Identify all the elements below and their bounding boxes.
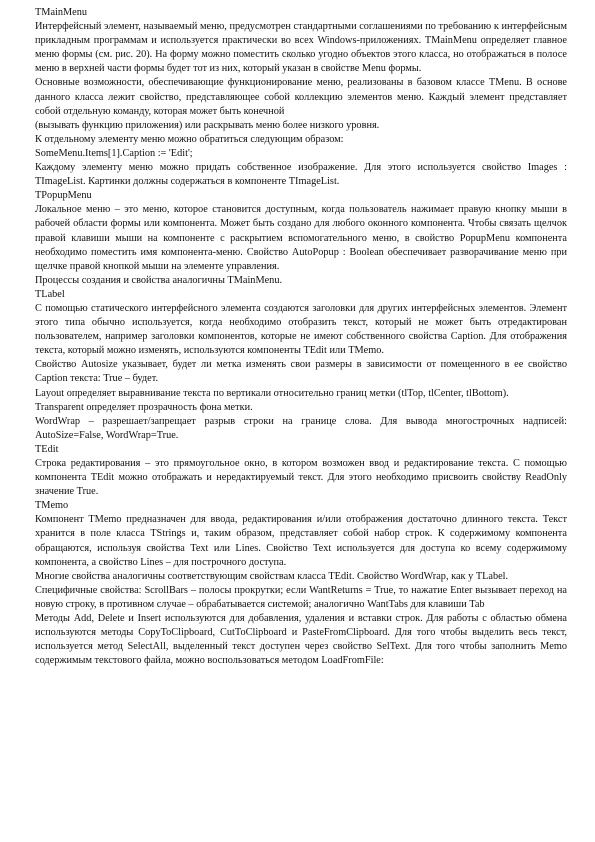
code-line: SomeMenu.Items[1].Caption := 'Edit';	[35, 147, 193, 159]
paragraph: Строка редактирования – это прямоугольное окно, в котором возможен ввод и редактирование текста. С помощью компонента TEdit можно отображать и нередактируемый текст. Для этого необходимо присвоить свойству ReadOnly значение True.	[35, 458, 567, 498]
paragraph: Transparent определяет прозрачность фона метки.	[35, 401, 253, 413]
heading-tpopupmenu: TPopupMenu	[35, 190, 92, 202]
heading-tedit: TEdit	[35, 443, 59, 455]
heading-tmainmenu: TMainMenu	[35, 7, 88, 18]
paragraph: Специфичные свойства: ScrollBars – полосы прокрутки; если WantReturns = True, то нажатие Enter вызывает переход на новую строку, в противном случае – обрабатывается системой; аналогично WantTabs для клавиши Tab	[35, 584, 567, 610]
paragraph: Каждому элементу меню можно придать собственное изображение. Для этого используется свойство Images : TImageList. Картинки должны содержаться в компоненте TImageList.	[35, 162, 567, 188]
paragraph: Процессы создания и свойства аналогичны TMainMenu.	[35, 274, 283, 286]
paragraph: С помощью статического интерфейсного элемента создаются заголовки для других интерфейсных элементов. Элемент этого типа обычно используется, когда необходимо отобразить текст, который не может быть отредактирован пользователем, например заголовки компонентов, которые не имеют собственного свойства Caption. Для отображения текста, который можно изменять, используются компоненты TEdit или TMemo.	[35, 302, 567, 357]
heading-tmemo: TMemo	[35, 500, 69, 512]
paragraph: Layout определяет выравнивание текста по вертикали относительно границ метки (tlTop, tlCenter, tlBottom).	[35, 387, 509, 399]
paragraph: Локальное меню – это меню, которое становится доступным, когда пользователь нажимает правую кнопку мыши в рабочей области формы или компонента. Может быть создано для любого оконного компонента. Чтобы связать щелчок правой клавиши мыши на компоненте с раскрытием вспомогательного меню, в свойство PopupMenu компонента необходимо поместить имя компонента-меню. Свойство AutoPopup : Boolean обеспечивает разворачивание меню при щелчке правой кнопкой мыши на элементе управления.	[35, 204, 567, 272]
paragraph: Методы Add, Delete и Insert используются для добавления, удаления и вставки строк. Для работы с областью обмена используются методы CopyToClipboard, CutToClipboard и PasteFromClipboard. Для того чтобы выделить весь текст, используется метод SelectAll, выделенный текст доступен через свойство SelText. Для того чтобы заполнить Memo содержимым текстового файла, можно воспользоваться методом LoadFromFile:	[35, 613, 567, 667]
paragraph: К отдельному элементу меню можно обратиться следующим образом:	[35, 133, 344, 145]
heading-tlabel: TLabel	[35, 288, 65, 300]
paragraph: Компонент TMemo предназначен для ввода, редактирования и/или отображения достаточно длинного текста. Текст хранится в поле класса TStrings и, таким образом, представляет собой набор строк. К содержимому компонента обращаются, используя свойства Text или Lines. Свойство Text используется для доступа ко всему содержимому компонента, а свойство Lines – для построчного доступа.	[35, 514, 567, 568]
paragraph: Свойство Autosize указывает, будет ли метка изменять свои размеры в зависимости от помещенного в ее свойство Caption текста: True – будет.	[35, 359, 567, 385]
paragraph: Многие свойства аналогичны соответствующим свойствам класса TEdit. Свойство WordWrap, как у TLabel.	[35, 570, 509, 582]
paragraph: WordWrap – разрешает/запрещает разрыв строки на границе слова. Для вывода многострочных надписей: AutoSize=False, WordWrap=True.	[35, 415, 567, 441]
paragraph: Интерфейсный элемент, называемый меню, предусмотрен стандартными соглашениями по требованию к интерфейсным прикладным программам и используется практически во всех Windows-приложениях. TMainMenu определяет главное меню формы (см. рис. 20). На форму можно поместить сколько угодно объектов этого класса, но отображаться в полосе меню в верхней части формы будет тот из них, который указан в свойстве Menu формы.	[35, 21, 567, 75]
paragraph: (вызывать функцию приложения) или раскрывать меню более низкого уровня.	[35, 119, 380, 131]
paragraph: Основные возможности, обеспечивающие функционирование меню, реализованы в базовом классе TMenu. В основе данного класса лежит свойство, представляющее собой коллекцию элементов меню. Каждый элемент представляет собой отдельную команду, которая может быть конечной	[35, 77, 567, 117]
